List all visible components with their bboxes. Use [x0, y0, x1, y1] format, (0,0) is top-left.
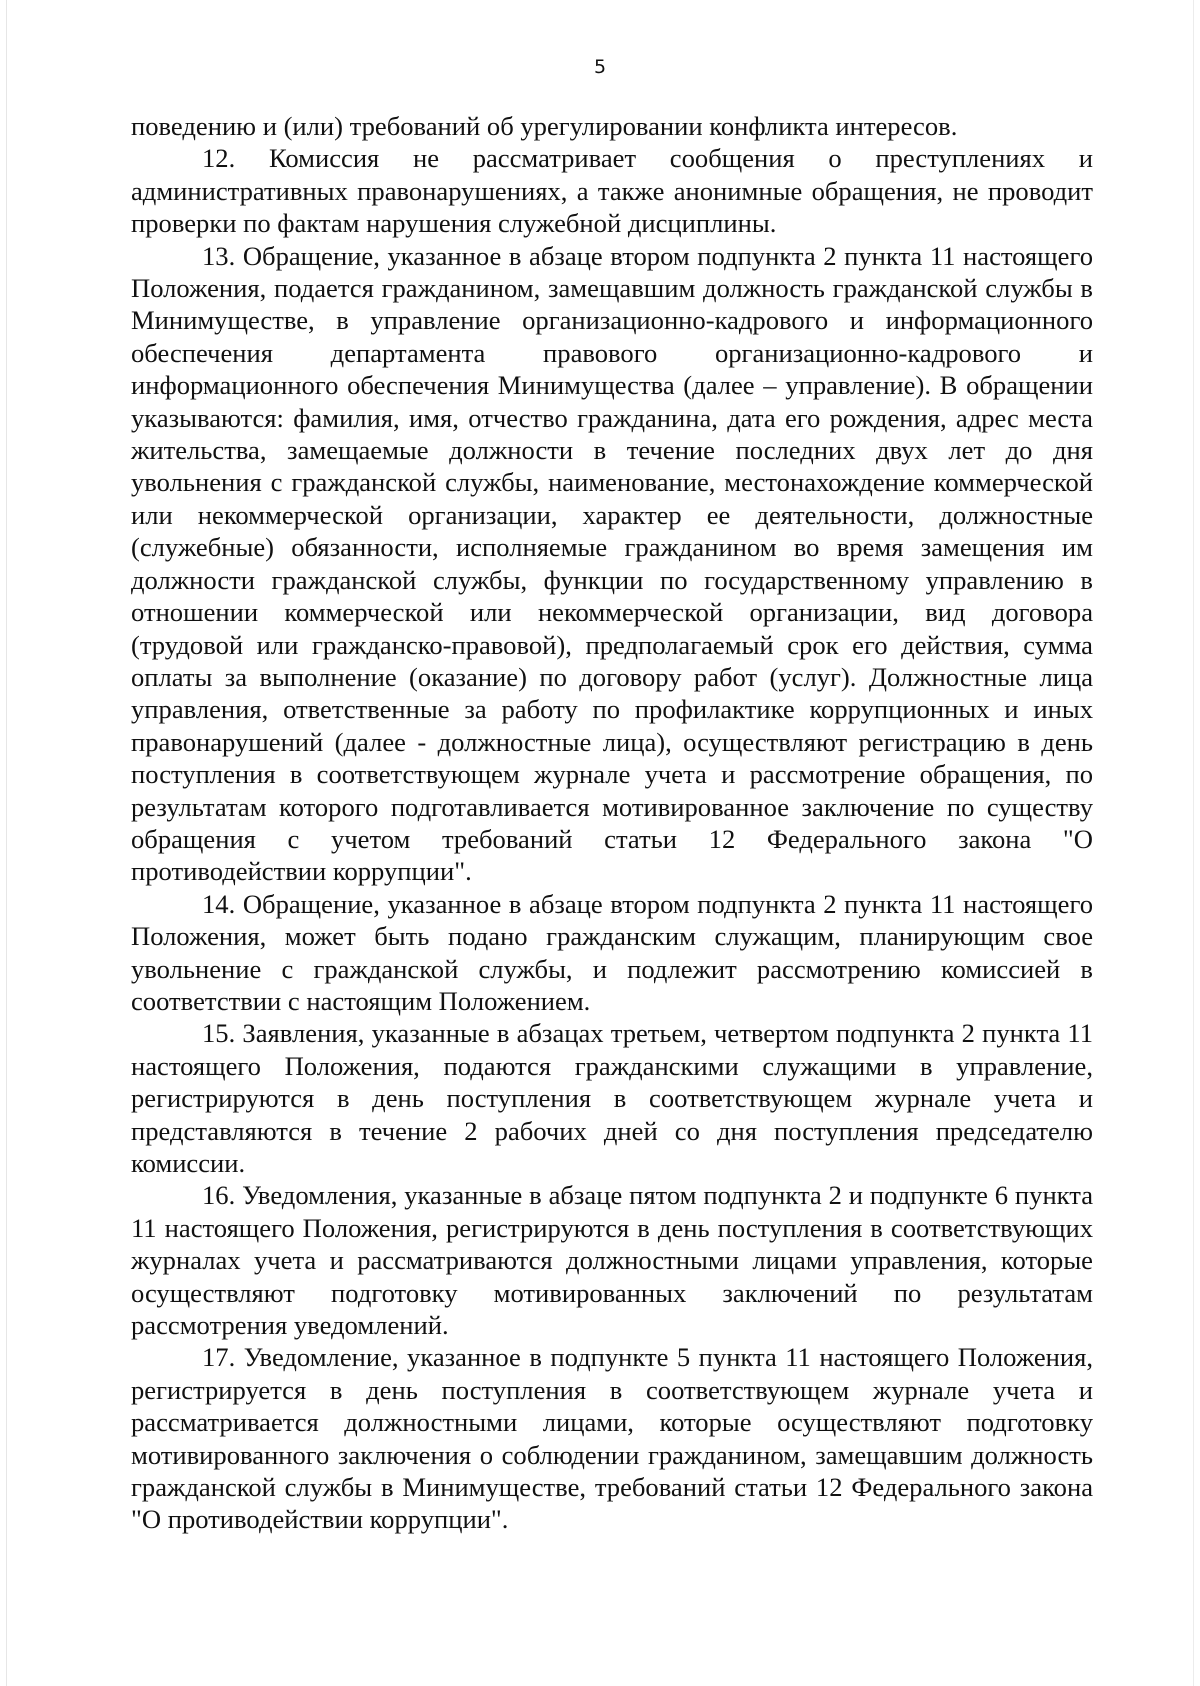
paragraph-item-17: 17. Уведомление, указанное в подпункте 5 пункта 11 настоящего Положения, регистрируется в день поступления в соответствующем журнале учета и рассматривается должностными лицами, которые осуществляют подготовку мотивированного заключения о соблюдении гражданином, замещавшим должность гражданской службы в Минимуществе, требований статьи 12 Федерального закона "О противодействии коррупции". [131, 1342, 1093, 1535]
paragraph-item-13: 13. Обращение, указанное в абзаце втором подпункта 2 пункта 11 настоящего Положения, подается гражданином, замещавшим должность гражданской службы в Минимуществе, в управление организационно-кадрового и информационного обеспечения департамента правового организационно-кадрового и информационного обеспечения Минимущества (далее – управление). В обращении указываются: фамилия, имя, отчество гражданина, дата его рождения, адрес места жительства, замещаемые должности в течение последних двух лет до дня увольнения с гражданской службы, наименование, местонахождение коммерческой или некоммерческой организации, характер ее деятельности, должностные (служебные) обязанности, исполняемые гражданином во время замещения им должности гражданской службы, функции по государственному управлению в отношении коммерческой или некоммерческой организации, вид договора (трудовой или гражданско-правовой), предполагаемый срок его действия, сумма оплаты за выполнение (оказание) по договору работ (услуг). Должностные лица управления, ответственные за работу по профилактике коррупционных и иных правонарушений (далее - должностные лица), осуществляют регистрацию в день поступления в соответствующем журнале учета и рассмотрение обращения, по результатам которого подготавливается мотивированное заключение по существу обращения с учетом требований статьи 12 Федерального закона "О противодействии коррупции". [131, 240, 1093, 887]
page-number: 5 [593, 56, 607, 78]
paragraph-item-14: 14. Обращение, указанное в абзаце втором подпункта 2 пункта 11 настоящего Положения, может быть подано гражданским служащим, планирующим свое увольнение с гражданской службы, и подлежит рассмотрению комиссией в соответствии с настоящим Положением. [131, 888, 1093, 1016]
paragraph-item-15: 15. Заявления, указанные в абзацах третьем, четвертом подпункта 2 пункта 11 настоящего Положения, подаются гражданскими служащими в управление, регистрируются в день поступления в соответствующем журнале учета и представляются в течение 2 рабочих дней со дня поступления председателю комиссии. [131, 1018, 1093, 1178]
document-body [131, 110, 1093, 1536]
scan-edge-left [6, 0, 7, 1686]
paragraph-item-16: 16. Уведомления, указанные в абзаце пятом подпункта 2 и подпункте 6 пункта 11 настоящего Положения, регистрируются в день поступления в соответствующих журналах учета и рассматриваются должностными лицами управления, которые осуществляют подготовку мотивированных заключений по результатам рассмотрения уведомлений. [131, 1180, 1093, 1341]
paragraph-continuation: поведению и (или) требований об урегулировании конфликта интересов. [131, 111, 958, 141]
paragraph-item-12: 12. Комиссия не рассматривает сообщения о преступлениях и административных правонарушениях, а также анонимные обращения, не проводит проверки по фактам нарушения служебной дисциплины. [131, 143, 1093, 239]
scan-edge-right [1193, 0, 1194, 1686]
